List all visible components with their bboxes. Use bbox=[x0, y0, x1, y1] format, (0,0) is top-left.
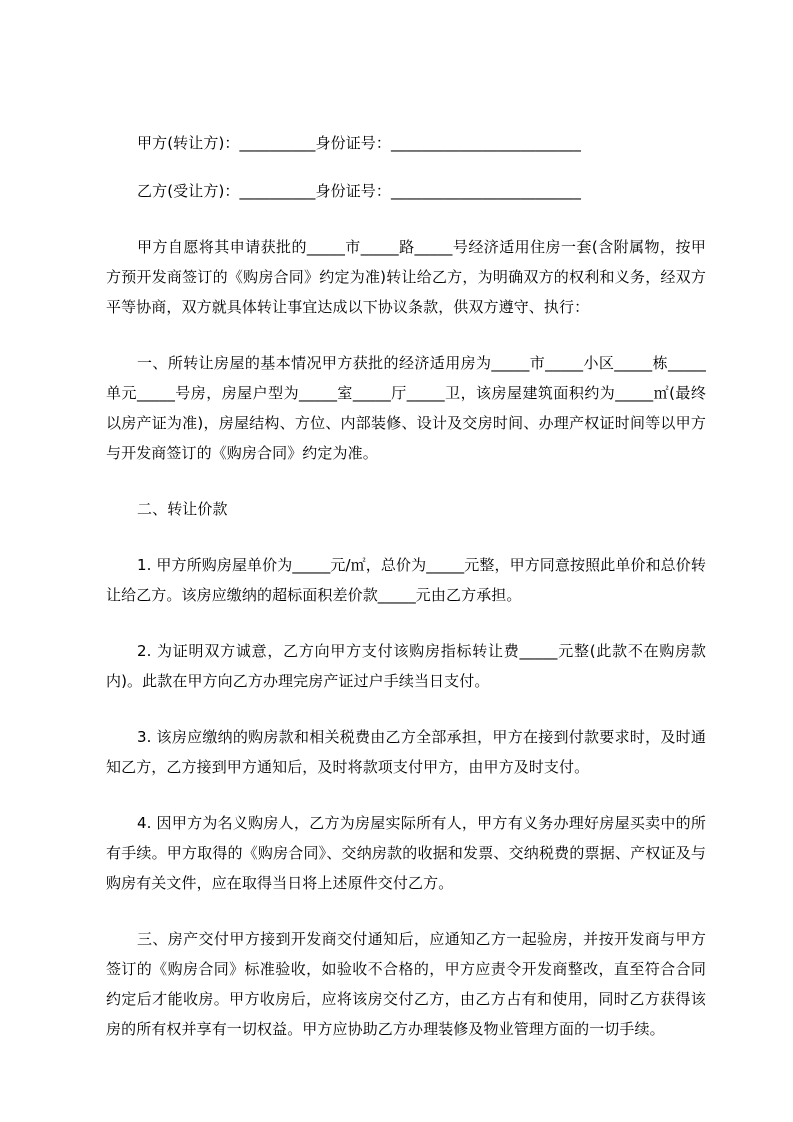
section-2-title: 二、转让价款 bbox=[137, 500, 228, 518]
party-b-line: 乙方(受让方)：__________身份证号：_________________________ bbox=[137, 182, 582, 200]
section-1-property-info: 一、所转让房屋的基本情况甲方获批的经济适用房为_____市_____小区_____栋_____单元_____号房，房屋户型为_____室_____厅_____卫，该房屋建筑面积约为_____㎡(最终以房产证为准)，房屋结构、方位、内部装修、设计及交房时间、办理产权证时间等以甲方与开发商签订的《购房合同》约定为准。 bbox=[106, 354, 706, 462]
document-body bbox=[106, 128, 706, 1070]
party-a-line: 甲方(转让方)：__________身份证号：_________________________ bbox=[137, 134, 582, 152]
price-item-2: 2. 为证明双方诚意，乙方向甲方支付该购房指标转让费_____元整(此款不在购房款内)。此款在甲方向乙方办理完房产证过户手续当日支付。 bbox=[106, 642, 706, 690]
price-item-4: 4. 因甲方为名义购房人，乙方为房屋实际所有人，甲方有义务办理好房屋买卖中的所有手续。甲方取得的《购房合同》、交纳房款的收据和发票、交纳税费的票据、产权证及与购房有关文件，应在取得当日将上述原件交付乙方。 bbox=[106, 814, 706, 892]
price-item-1: 1. 甲方所购房屋单价为_____元/㎡，总价为_____元整，甲方同意按照此单价和总价转让给乙方。该房应缴纳的超标面积差价款_____元由乙方承担。 bbox=[106, 556, 706, 604]
intro-paragraph: 甲方自愿将其申请获批的_____市_____路_____号经济适用住房一套(含附属物，按甲方预开发商签订的《购房合同》约定为准)转让给乙方，为明确双方的权利和义务，经双方平等协商，双方就具体转让事宜达成以下协议条款，供双方遵守、执行： bbox=[106, 238, 706, 316]
price-item-3: 3. 该房应缴纳的购房款和相关税费由乙方全部承担，甲方在接到付款要求时，及时通知乙方，乙方接到甲方通知后，及时将款项支付甲方，由甲方及时支付。 bbox=[106, 728, 706, 776]
section-3-delivery: 三、房产交付甲方接到开发商交付通知后，应通知乙方一起验房，并按开发商与甲方签订的《购房合同》标准验收，如验收不合格的，甲方应责令开发商整改，直至符合合同约定后才能收房。甲方收房后，应将该房交付乙方，由乙方占有和使用，同时乙方获得该房的所有权并享有一切权益。甲方应协助乙方办理装修及物业管理方面的一切手续。 bbox=[106, 930, 706, 1038]
